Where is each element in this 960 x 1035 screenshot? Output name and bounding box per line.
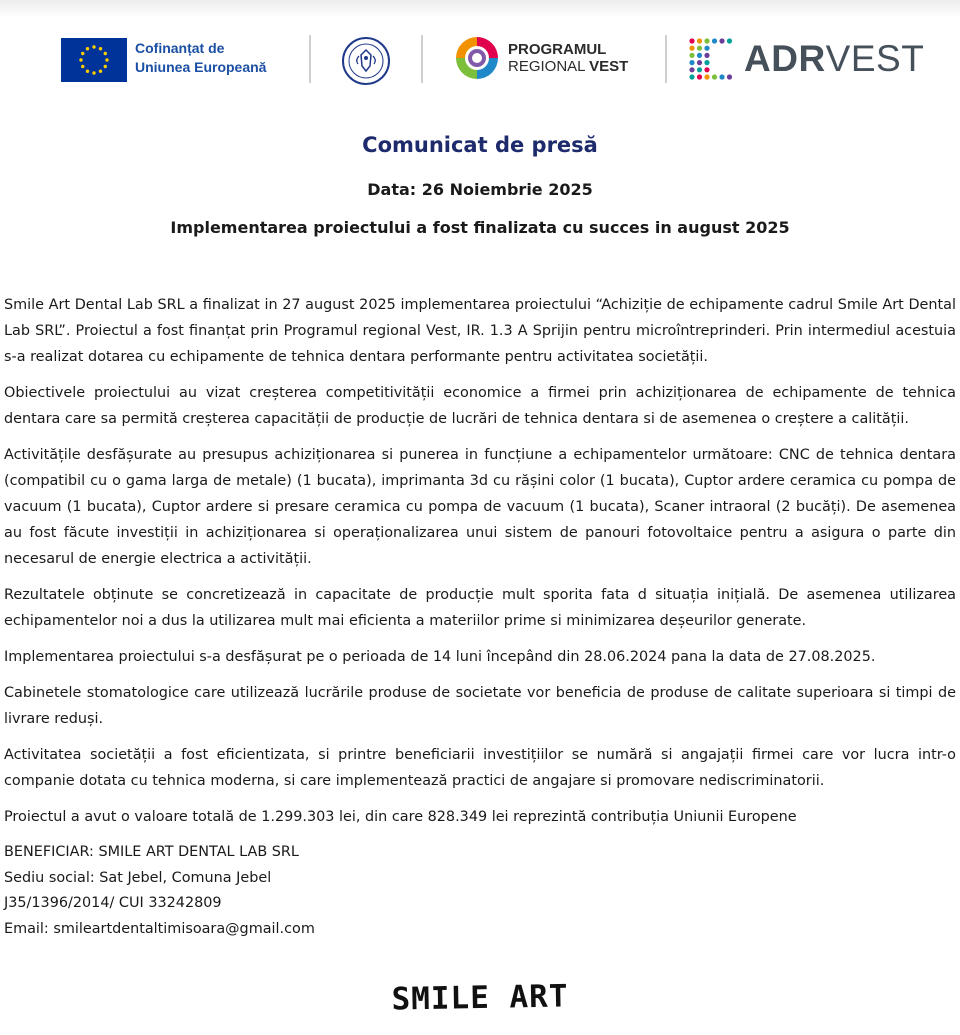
logo-divider (309, 35, 311, 83)
adrvest-dot-icon (704, 74, 709, 79)
adrvest-dot-icon (704, 38, 709, 43)
body-paragraph: Rezultatele obținute se concretizează in capacitate de producție mult sporita fata d situația inițială. De asemenea utilizarea echipamentelor noi a dus la utilizarea mult mai eficienta a materiilor prime si minimizarea deșeurilor generate. (4, 587, 956, 629)
adrvest-dot-icon (697, 60, 702, 65)
eu-star-icon (99, 70, 102, 73)
adr-part-1: ADR (744, 38, 826, 79)
eu-star-icon (105, 58, 108, 61)
contact-email: Email: smileartdentaltimisoara@gmail.com (4, 920, 315, 937)
prv-line-1: PROGRAMUL (508, 41, 607, 58)
adrvest-dot-icon (689, 74, 694, 79)
adrvest-dot-icon (697, 74, 702, 79)
adrvest-dots-icon (688, 37, 734, 81)
adrvest-dot-icon (704, 53, 709, 58)
adrvest-dot-icon (704, 67, 709, 72)
programul-regional-vest-ring-icon (454, 35, 500, 81)
adrvest-dot-icon (689, 60, 694, 65)
logo-divider (665, 35, 667, 83)
body-paragraph: Proiectul a avut o valoare totală de 1.299.303 lei, din care 828.349 lei reprezintă contribuția Uniunii Europene (4, 809, 797, 825)
eu-star-icon (99, 47, 102, 50)
body-paragraph: Smile Art Dental Lab SRL a finalizat in 27 august 2025 implementarea proiectului “Achiziție de echipamente cadrul Smile Art Dental Lab SRL”. Proiectul a fost finanțat prin Programul regional Vest, IR. 1.3 A Sprijin pentru microîntreprinderi. Prin intermediul acestuia s-a realizat dotarea cu echipamente de tehnica dentara performante pentru activitatea societății. (4, 297, 956, 365)
prv-line-2-vest: VEST (589, 58, 629, 75)
body-paragraph: Activitățile desfășurate au presupus achiziționarea si punerea in funcțiune a echipamentelor următoare: CNC de tehnica dentara (compatibil cu o gama larga de metale) (1 bucata), imprimanta 3d cu rășini color (1 bucata), Cuptor ardere ceramica cu pompa de vacuum (1 bucata), Cuptor ardere si presare ceramica cu pompa de vacuum (1 bucata), Scaner intraoral (2 bucăți). De asemenea au fost făcute investiții in achiziționarea si operaționalizarea unui sistem de panouri fotovoltaice pentru a asigura o parte din necesarul de energie electrica a activității. (4, 447, 956, 567)
eu-line-2: Uniunea Europeană (135, 59, 267, 75)
page-title: Comunicat de presă (362, 133, 598, 157)
programul-regional-vest-label (508, 41, 648, 75)
romanian-government-seal-icon (341, 36, 391, 86)
prv-line-2-regional: REGIONAL (508, 58, 590, 75)
adrvest-dot-icon (712, 74, 717, 79)
eu-star-icon (86, 47, 89, 50)
eu-star-icon (104, 65, 107, 68)
eu-star-icon (79, 58, 82, 61)
press-date: Data: 26 Noiembrie 2025 (367, 180, 593, 199)
adrvest-dot-icon (697, 53, 702, 58)
eu-cofinanced-label (135, 39, 305, 77)
adrvest-dot-icon (697, 46, 702, 51)
beneficiary-name: BENEFICIAR: SMILE ART DENTAL LAB SRL (4, 844, 299, 860)
logo-divider (421, 35, 423, 83)
body-paragraph: Cabinetele stomatologice care utilizează lucrările produse de societate vor beneficia de produse de calitate superioara si timpi de livrare reduși. (4, 685, 956, 727)
adrvest-dot-icon (704, 60, 709, 65)
eu-line-1: Cofinanțat de (135, 40, 225, 56)
prv-line-2 (508, 58, 648, 75)
press-body (4, 292, 956, 942)
body-paragraph: Obiectivele proiectului au vizat creșterea competitivității economice a firmei prin achiziționarea de echipamente de tehnica dentara care sa permită creșterea capacității de producție de lucrări de tehnica dentara si de asemenea o creștere a calității. (4, 385, 956, 427)
beneficiary-contact (4, 840, 956, 942)
adrvest-dot-icon (704, 46, 709, 51)
adrvest-dot-icon (697, 38, 702, 43)
adrvest-dot-icon (712, 38, 717, 43)
adrvest-dot-icon (689, 38, 694, 43)
adrvest-dot-icon (689, 46, 694, 51)
press-subtitle: Implementarea proiectului a fost finalizata cu succes in august 2025 (170, 218, 790, 237)
adrvest-dot-icon (689, 67, 694, 72)
adrvest-wordmark (744, 37, 924, 81)
registered-office: Sediu social: Sat Jebel, Comuna Jebel (4, 869, 272, 886)
adrvest-dot-icon (697, 67, 702, 72)
body-paragraph: Activitatea societății a fost eficientizata, si printre beneficiarii investițiilor se numără si angajații firmei care vor lucra intr-o companie dotata cu tehnica moderna, si care implementează practici de angajare si promovare nediscriminatorii. (4, 747, 956, 789)
eu-flag-icon (61, 38, 127, 82)
eu-star-icon (81, 65, 84, 68)
registration-number: J35/1396/2014/ CUI 33242809 (4, 895, 222, 911)
adrvest-dot-icon (727, 74, 732, 79)
eu-star-icon (92, 71, 95, 74)
adrvest-dot-icon (727, 38, 732, 43)
eu-star-icon (104, 52, 107, 55)
smile-art-logo: SMILE ART (391, 978, 569, 1018)
top-shade (0, 0, 960, 18)
eu-star-icon (92, 45, 95, 48)
eu-star-icon (81, 52, 84, 55)
adrvest-dot-icon (689, 53, 694, 58)
adrvest-dot-icon (719, 38, 724, 43)
adr-part-2: VEST (825, 38, 925, 79)
logo-bar (0, 33, 960, 85)
body-paragraph: Implementarea proiectului s-a desfășurat pe o perioada de 14 luni începând din 28.06.2024 pana la data de 27.08.2025. (4, 649, 876, 665)
adrvest-dot-icon (719, 74, 724, 79)
eu-star-icon (86, 70, 89, 73)
